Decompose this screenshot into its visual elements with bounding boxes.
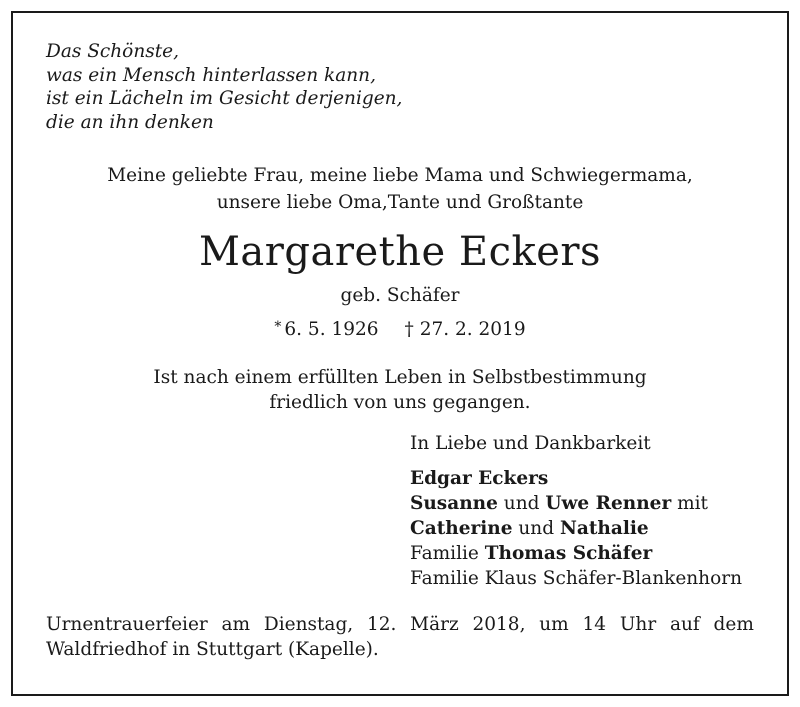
funeral-word: Uhr (619, 614, 657, 635)
mourners-block (410, 431, 742, 591)
deceased-name: Margarethe Eckers (198, 229, 602, 275)
funeral-word: um (539, 614, 569, 635)
intro-line: Meine geliebte Frau, meine liebe Mama und Schwiegermama, (107, 165, 693, 186)
death-cross-icon: † (404, 319, 414, 340)
mourner-line (410, 466, 742, 491)
funeral-word: 14 (582, 614, 607, 635)
mourner-name: Susanne (410, 493, 498, 514)
mourner-name: Catherine (410, 518, 513, 539)
poem-line: ist ein Lächeln im Gesicht derjenigen, (46, 88, 403, 109)
funeral-line-1 (46, 612, 754, 637)
death-date: 27. 2. 2019 (419, 319, 526, 340)
poem-line: Das Schönste, (46, 41, 179, 62)
maiden-name: geb. Schäfer (340, 285, 460, 306)
birth-star-icon: * (274, 319, 282, 335)
poem-line: was ein Mensch hinterlassen kann, (46, 64, 376, 86)
birth-date: 6. 5. 1926 (284, 319, 379, 340)
funeral-line-2: Waldfriedhof in Stuttgart (Kapelle). (46, 639, 379, 660)
funeral-word: dem (713, 614, 754, 635)
mourner-name: Edgar Eckers (410, 468, 549, 489)
poem (46, 40, 402, 134)
passing-line: friedlich von uns gegangen. (269, 392, 531, 413)
conjunction: und (518, 518, 555, 539)
funeral-word: März (410, 614, 459, 635)
intro-line: unsere liebe Oma,Tante und Großtante (216, 192, 584, 213)
funeral-word: auf (669, 614, 700, 635)
funeral-word: Dienstag, (263, 614, 354, 635)
funeral-word: 2018, (472, 614, 526, 635)
conjunction: mit (677, 493, 708, 514)
poem-line: die an ihn denken (46, 111, 214, 133)
mourner-line (410, 491, 742, 516)
family-prefix: Familie (410, 543, 479, 564)
intro-text (0, 162, 800, 216)
conjunction: und (503, 493, 540, 514)
passing-line: Ist nach einem erfüllten Leben in Selbstbestimmung (153, 367, 647, 388)
funeral-info (46, 612, 754, 662)
funeral-word: am (221, 614, 251, 635)
funeral-word: Urnentrauerfeier (46, 614, 208, 635)
mourner-name: Thomas Schäfer (484, 543, 653, 564)
mourner-name: Uwe Renner (545, 493, 672, 514)
passing-text (0, 365, 800, 415)
mourner-line (410, 516, 742, 541)
mourner-line (410, 541, 742, 566)
mourner-line: Familie Klaus Schäfer-Blankenhorn (410, 568, 742, 589)
thanks-line: In Liebe und Dankbarkeit (410, 433, 651, 454)
mourner-name: Nathalie (559, 518, 649, 539)
funeral-word: 12. (366, 614, 397, 635)
life-dates (0, 315, 800, 342)
